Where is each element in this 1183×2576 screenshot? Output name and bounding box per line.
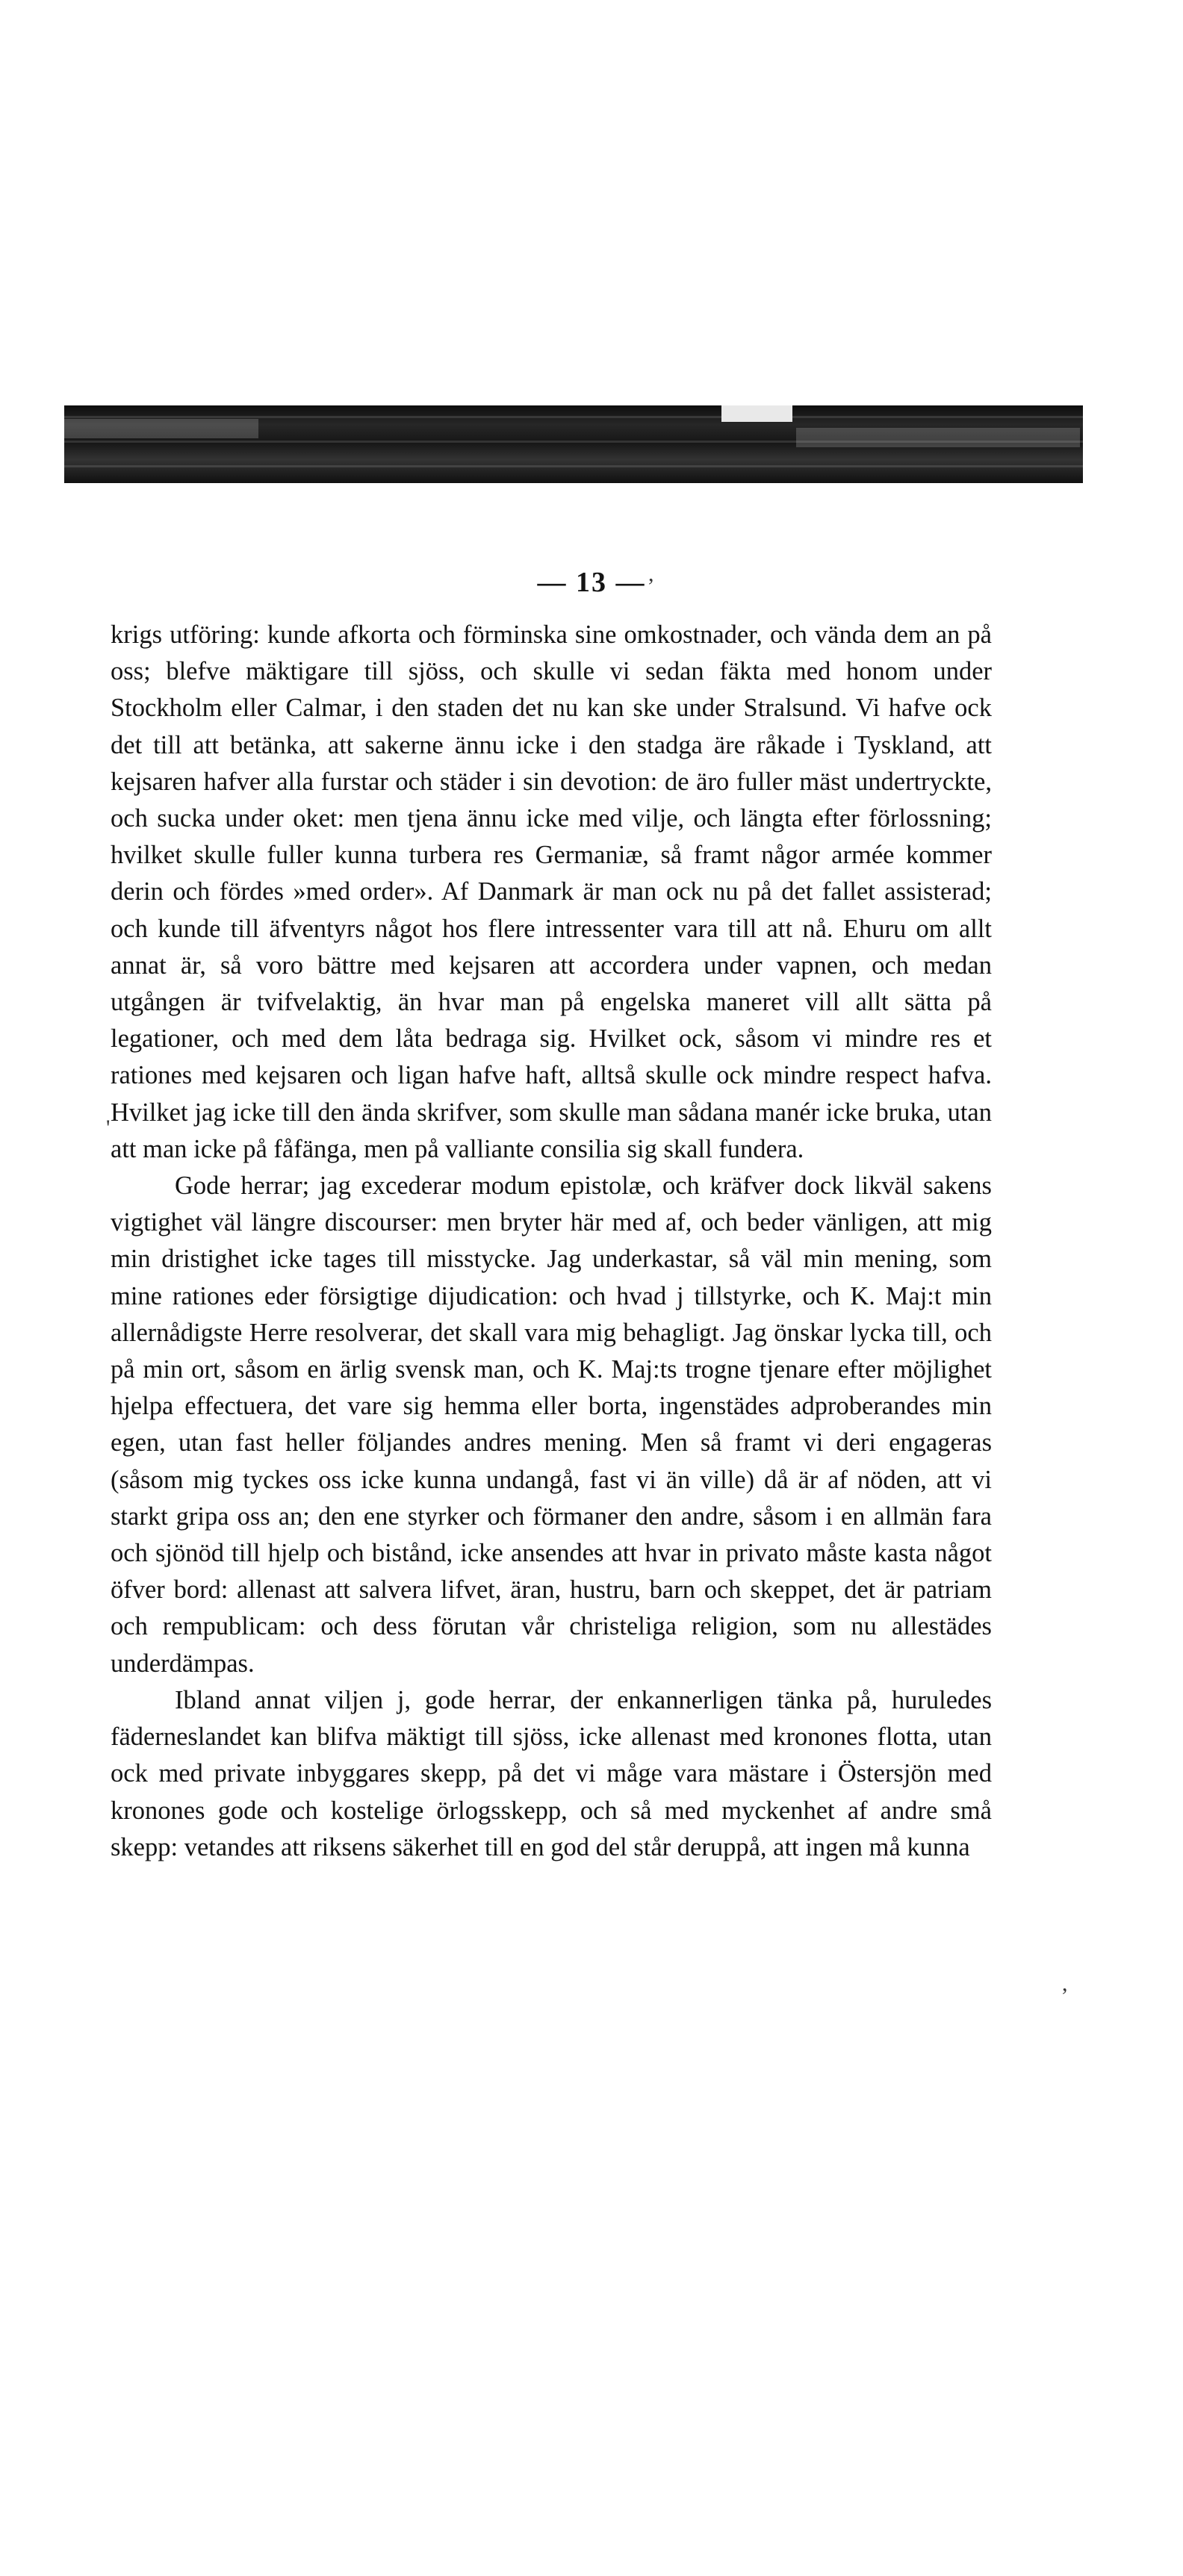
scan-patch bbox=[796, 428, 1080, 447]
scan-streak bbox=[64, 416, 1083, 418]
margin-speck: ' bbox=[106, 1116, 111, 1140]
page-body bbox=[111, 617, 992, 1866]
paragraph-2: Gode herrar; jag excederar modum epistolæ, och kräfver dock likväl sakens vigtighet väl längre discourser: men bryter här med af, och beder vänligen, att mig min dristighet icke tages till misstycke. Jag underkastar, så väl min mening, som mine rationes eder försigtige dijudication: och hvad j tillstyrke, och K. Maj:t min allernådigste Herre resolverar, det skall vara mig behagligt. Jag önskar lycka till, och på min ort, såsom en ärlig svensk man, och K. Maj:ts trogne tjenare efter möjlighet hjelpa effectuera, det vare sig hemma eller borta, ingenstädes adproberandes min egen, utan fast heller följandes andres mening. Men så framt vi deri engageras (såsom mig tyckes oss icke kunna undangå, fast vi än ville) då är af nöden, att vi starkt gripa oss an; den ene styrker och förmaner den andre, såsom i en allmän fara och sjönöd till hjelp och bistånd, icke ansendes att hvar in privato måste kasta något öfver bord: allenast att salvera lifvet, äran, hustru, barn och skeppet, det är patriam och rempublicam: och dess förutan vår christeliga religion, som nu allestädes underdämpas. bbox=[111, 1172, 992, 1678]
margin-speck: , bbox=[1062, 1971, 1068, 1996]
scan-patch bbox=[64, 419, 258, 438]
margin-speck: , bbox=[648, 561, 654, 586]
page-number: — 13 — bbox=[537, 567, 646, 598]
scan-dark-band bbox=[64, 405, 1083, 483]
paragraph-3: Ibland annat viljen j, gode herrar, der enkannerligen tänka på, huruledes fäderneslandet kan blifva mäktigt till sjöss, icke allenast med kronones flotta, utan ock med private inbyggares skepp, på det vi måge vara mästare i Östersjön med kronones gode och kostelige örlogsskepp, och så med myckenhet af andre små skepp: vetandes att riksens säkerhet till en god del står deruppå, att ingen må kunna bbox=[111, 1685, 992, 1861]
scan-streak bbox=[64, 465, 1083, 467]
scan-notch bbox=[721, 405, 792, 422]
paragraph-1: krigs utföring: kunde afkorta och förminska sine omkostnader, och vända dem an på oss; blefve mäktigare till sjöss, och skulle vi sedan fäkta med honom under Stockholm eller Calmar, i den staden det nu kan ske under Stralsund. Vi hafve ock det till att betänka, att sakerne ännu icke i den stadga äre råkade i Tyskland, att kejsaren hafver alla furstar och städer i sin devotion: de äro fuller mäst undertryckte, och sucka under oket: men tjena ännu icke med vilje, och längta efter förlossning; hvilket skulle fuller kunna turbera res Germaniæ, så framt någor armée kommer derin och fördes »med order». Af Danmark är man ock nu på det fallet assisterad; och kunde till äfventyrs något hos flere intressenter vara till att nå. Ehuru om allt annat är, så voro bättre med kejsaren att accordera under vapnen, och medan utgången är tvifvelaktig, än hvar man på engelska maneret vill allt sätta på legationer, och med dem låta bedraga sig. Hvilket ock, såsom vi mindre res et rationes med kejsaren och ligan hafve haft, alltså skulle ock mindre respect hafva. Hvilket jag icke till den ända skrifver, som skulle man sådana manér icke bruka, utan att man icke på fåfänga, men på valliante consilia sig skall fundera. bbox=[111, 620, 992, 1163]
